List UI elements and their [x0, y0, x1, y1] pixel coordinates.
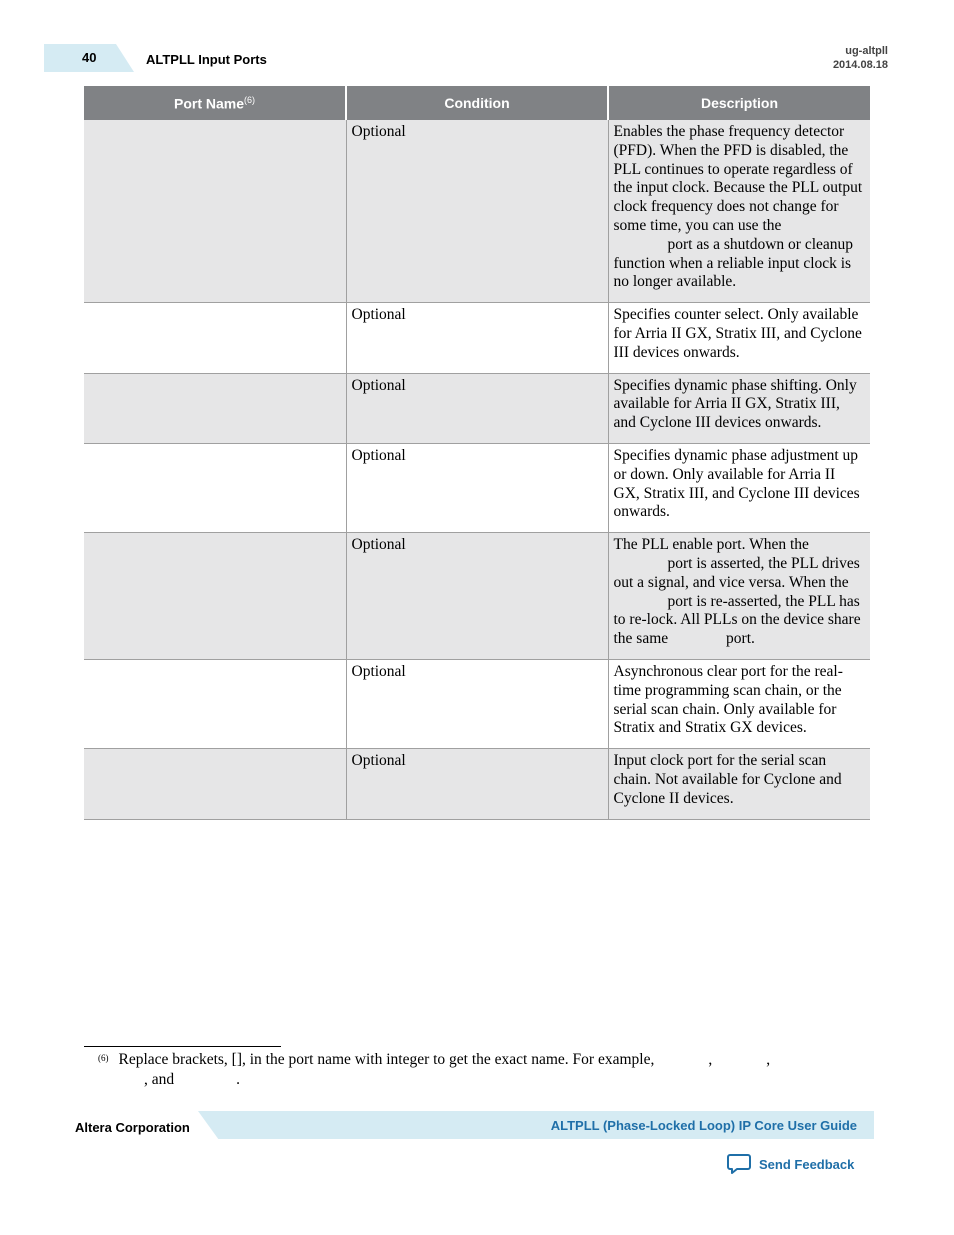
page-number: 40	[82, 50, 97, 65]
doc-id-code: ug-altpll	[845, 45, 888, 57]
col-header-description: Description	[608, 86, 870, 120]
input-ports-table	[84, 86, 870, 820]
col-header-condition: Condition	[346, 86, 608, 120]
port-name-cell	[84, 533, 346, 660]
condition-cell: Optional	[346, 533, 608, 660]
table-row	[84, 120, 870, 303]
send-feedback-link[interactable]	[727, 1153, 854, 1175]
description-cell: Enables the phase frequency detector (PFD). When the PFD is disabled, the PLL continues to operate regardless of the input clock. Because the PLL output clock frequency does not change for some time, you can use the port as a shutdown or cleanup function when a reliable input clock is no longer available.	[608, 120, 870, 303]
footnote-rule	[84, 1046, 281, 1047]
guide-title-link[interactable]: ALTPLL (Phase-Locked Loop) IP Core User Guide	[550, 1118, 857, 1133]
table-row	[84, 303, 870, 373]
condition-cell: Optional	[346, 373, 608, 443]
port-name-cell	[84, 373, 346, 443]
table-header-row	[84, 86, 870, 120]
table-row	[84, 373, 870, 443]
description-cell: Input clock port for the serial scan chain. Not available for Cyclone and Cyclone II devices.	[608, 749, 870, 819]
section-title: ALTPLL Input Ports	[146, 52, 267, 67]
port-name-cell	[84, 443, 346, 532]
condition-cell: Optional	[346, 659, 608, 748]
port-name-cell	[84, 120, 346, 303]
port-name-cell	[84, 659, 346, 748]
company-name: Altera Corporation	[75, 1120, 190, 1135]
table-row	[84, 533, 870, 660]
table-row	[84, 659, 870, 748]
port-name-cell	[84, 749, 346, 819]
condition-cell: Optional	[346, 303, 608, 373]
description-cell: Specifies dynamic phase shifting. Only available for Arria II GX, Stratix III, and Cyclone III devices onwards.	[608, 373, 870, 443]
condition-cell: Optional	[346, 443, 608, 532]
port-name-cell	[84, 303, 346, 373]
condition-cell: Optional	[346, 749, 608, 819]
send-feedback-label: Send Feedback	[759, 1156, 855, 1172]
footnote: $^{(6)}$ Replace brackets, [], in the port name with integer to get the exact name. For example, , , , and .	[98, 1051, 771, 1088]
description-cell: Specifies dynamic phase adjustment up or down. Only available for Arria II GX, Stratix III, and Cyclone III devices onwards.	[608, 443, 870, 532]
doc-date: 2014.08.18	[832, 59, 888, 71]
chat-bubble-icon	[727, 1153, 751, 1175]
col-header-port-name: Port Name$^{(6)}$	[84, 86, 346, 120]
condition-cell: Optional	[346, 120, 608, 303]
description-cell: Asynchronous clear port for the real-time programming scan chain, or the serial scan chain. Only available for Stratix and Stratix GX devices.	[608, 659, 870, 748]
table-row	[84, 749, 870, 819]
footnote-ref[interactable]: (6)	[244, 94, 256, 105]
description-cell: The PLL enable port. When the port is asserted, the PLL drives out a signal, and vice versa. When the port is re-asserted, the PLL has to re-lock. All PLLs on the device share the same port.	[608, 533, 870, 660]
description-cell: Specifies counter select. Only available for Arria II GX, Stratix III, and Cyclone III devices onwards.	[608, 303, 870, 373]
footnote-marker: (6)	[98, 1053, 109, 1063]
doc-id	[833, 44, 888, 72]
table-row	[84, 443, 870, 532]
